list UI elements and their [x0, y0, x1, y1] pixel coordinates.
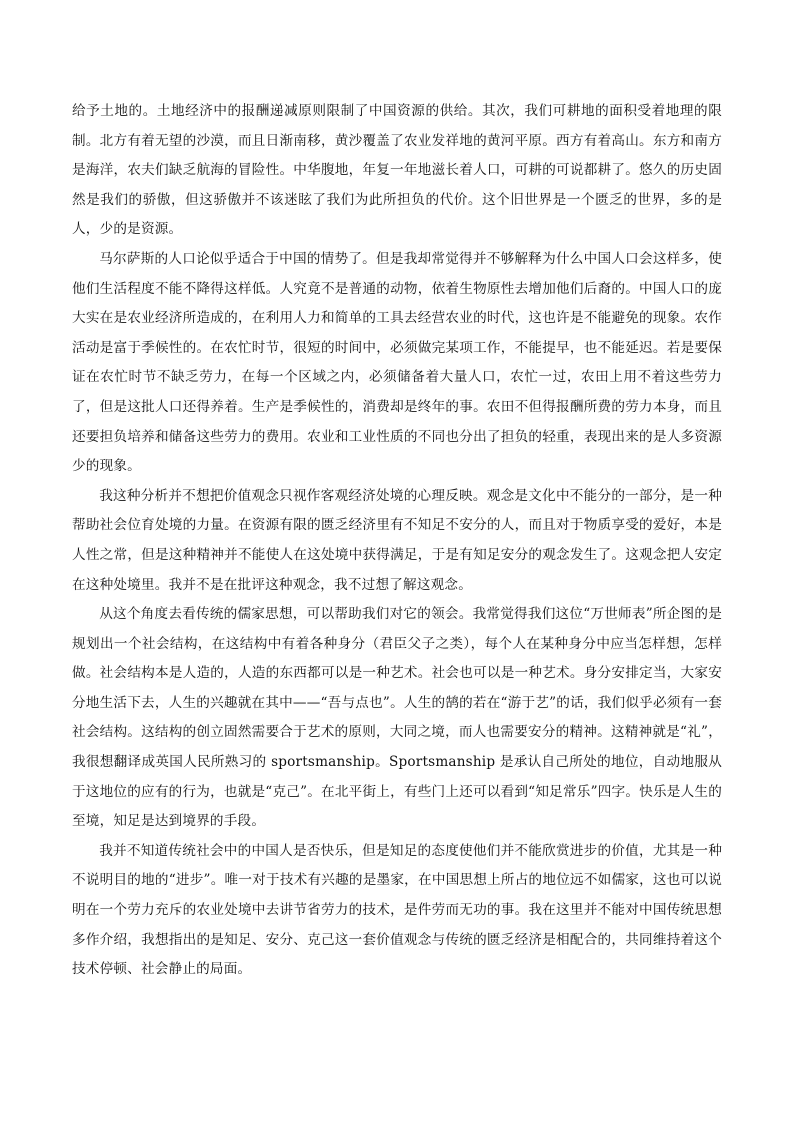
paragraph-confucian: 从这个角度去看传统的儒家思想，可以帮助我们对它的领会。我常觉得我们这位“万世师表”所企图的是规划出一个社会结构，在这结构中有着各种身分（君臣父子之类），每个人在某种身分中应当怎样想，怎样做。社会结构本是人造的，人造的东西都可以是一种艺术。社会也可以是一种艺术。身分安排定当，大家安分地生活下去，人生的兴趣就在其中——“吾与点也”。人生的鹄的若在“游于艺”的话，我们似乎必须有一套社会结构。这结构的创立固然需要合于艺术的原则，大同之境，而人也需要安分的精神。这精神就是“礼”，我很想翻译成英国人民所熟习的 sportsmanship。Sportsmanship 是承认自己所处的地位，自动地服从于这地位的应有的行为，也就是“克己”。在北平街上，有些门上还可以看到“知足常乐”四字。快乐是人生的至境，知足是达到境界的手段。 — [72, 606, 722, 830]
document-body — [72, 97, 722, 985]
paragraph-malthus: 马尔萨斯的人口论似乎适合于中国的情势了。但是我却常觉得并不够解释为什么中国人口会这样多，使他们生活程度不能不降得这样低。人究竟不是普通的动物，依着生物原性去增加他们后裔的。中国人口的庞大实在是农业经济所造成的，在利用人力和简单的工具去经营农业的时代，这也许是不能避免的现象。农作活动是富于季候性的。在农忙时节，很短的时间中，必须做完某项工作，不能提早，也不能延迟。若是要保证在农忙时节不缺乏劳力，在每一个区域之内，必须储备着大量人口，农忙一过，农田上用不着这些劳力了，但是这批人口还得养着。生产是季候性的，消费却是终年的事。农田不但得报酬所费的劳力本身，而且还要担负培养和储备这些劳力的费用。农业和工业性质的不同也分出了担负的轻重，表现出来的是人多资源少的现象。 — [72, 250, 722, 475]
paragraph-progress: 我并不知道传统社会中的中国人是否快乐，但是知足的态度使他们并不能欣赏进步的价值，尤其是一种不说明目的地的“进步”。唯一对于技术有兴趣的是墨家，在中国思想上所占的地位远不如儒家，这也可以说明在一个劳力充斥的农业处境中去讲节省劳力的技术，是件劳而无功的事。我在这里并不能对中国传统思想多作介绍，我想指出的是知足、安分、克己这一套价值观念与传统的匮乏经济是相配合的，共同维持着这个技术停顿、社会静止的局面。 — [72, 842, 722, 978]
paragraph-values: 我这种分析并不想把价值观念只视作客观经济处境的心理反映。观念是文化中不能分的一部分，是一种帮助社会位育处境的力量。在资源有限的匮乏经济里有不知足不安分的人，而且对于物质享受的爱好，本是人性之常，但是这种精神并不能使人在这处境中获得满足，于是有知足安分的观念发生了。这观念把人安定在这种处境里。我并不是在批评这种观念，我不过想了解这观念。 — [72, 487, 722, 593]
paragraph-continuation: 给予土地的。土地经济中的报酬递减原则限制了中国资源的供给。其次，我们可耕地的面积受着地理的限制。北方有着无望的沙漠，而且日渐南移，黄沙覆盖了农业发祥地的黄河平原。西方有着高山。东方和南方是海洋，农夫们缺乏航海的冒险性。中华腹地，年复一年地滋长着人口，可耕的可说都耕了。悠久的历史固然是我们的骄傲，但这骄傲并不该迷眩了我们为此所担负的代价。这个旧世界是一个匮乏的世界，多的是人，少的是资源。 — [72, 103, 722, 238]
